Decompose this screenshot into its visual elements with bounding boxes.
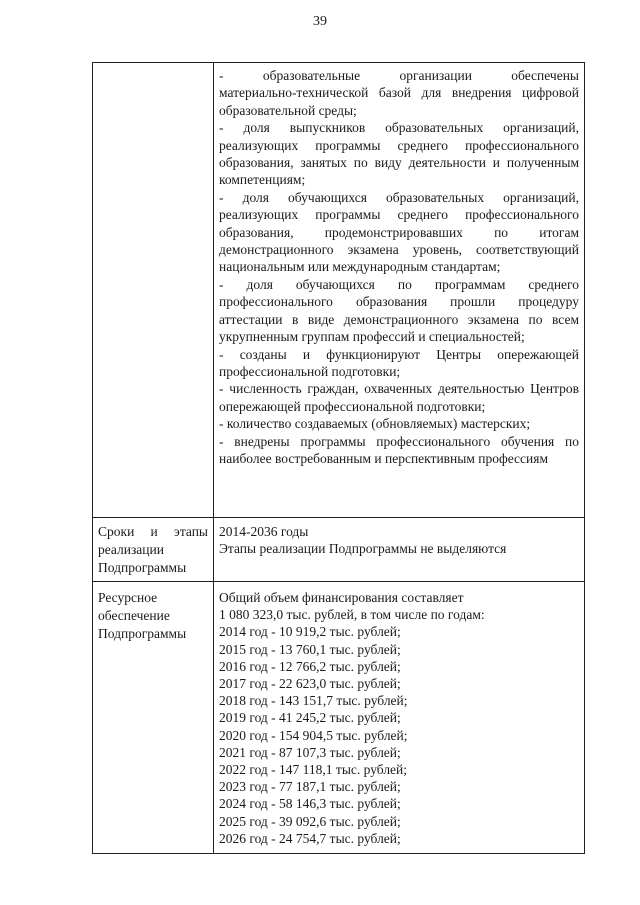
funding-year-item: 2019 год - 41 245,2 тыс. рублей; [219,710,401,726]
funding-year-item: 2016 год - 12 766,2 тыс. рублей; [219,658,401,674]
timeline-cell [214,518,585,582]
indicator-item: - доля выпускников образовательных организаций, реализующих программы среднего профессионального образования, занятых по виду деятельности и полученным компетенциям; [219,120,579,188]
funding-label: Ресурсное обеспечение Подпрограммы [93,582,214,854]
indicators-row [93,63,585,518]
funding-year-item: 2024 год - 58 146,3 тыс. рублей; [219,796,401,812]
funding-year-item: 2023 год - 77 187,1 тыс. рублей; [219,779,401,795]
indicator-item: - численность граждан, охваченных деятельностью Центров опережающей профессиональной подготовки; [219,381,579,414]
timeline-years: 2014-2036 годы [219,524,309,539]
timeline-row [93,518,585,582]
funding-year-item: 2014 год - 10 919,2 тыс. рублей; [219,624,401,640]
indicator-item: - количество создаваемых (обновляемых) мастерских; [219,416,531,432]
indicator-item: - образовательные организации обеспечены материально-технической базой для внедрения цифровой образовательной среды; [219,68,579,118]
funding-year-item: 2025 год - 39 092,6 тыс. рублей; [219,813,401,829]
funding-year-item: 2020 год - 154 904,5 тыс. рублей; [219,727,408,743]
indicator-item: - доля обучающихся по программам среднего профессионального образования прошли процедуру аттестации в виде демонстрационного экзамена по всем укрупненным группам профессий и специальностей; [219,276,579,345]
indicator-item: - созданы и функционируют Центры опережающей профессиональной подготовки; [219,346,579,379]
funding-year-item: 2026 год - 24 754,7 тыс. рублей; [219,830,401,846]
funding-total-line2: 1 080 323,0 тыс. рублей, в том числе по годам: [219,607,485,623]
funding-year-item: 2022 год - 147 118,1 тыс. рублей; [219,762,408,778]
timeline-label: Сроки и этапы реализации Подпрограммы [93,518,214,582]
funding-year-item: 2018 год - 143 151,7 тыс. рублей; [219,693,408,709]
funding-total-line1: Общий объем финансирования составляет [219,590,464,605]
funding-year-item: 2021 год - 87 107,3 тыс. рублей; [219,744,401,760]
indicators-list [219,67,579,467]
subprogram-passport-table [92,62,585,854]
funding-row [93,582,585,854]
page-number: 39 [313,14,327,29]
timeline-stages: Этапы реализации Подпрограммы не выделяются [219,541,507,556]
funding-year-item: 2015 год - 13 760,1 тыс. рублей; [219,641,401,657]
funding-year-item: 2017 год - 22 623,0 тыс. рублей; [219,676,401,692]
indicator-item: - внедрены программы профессионального обучения по наиболее востребованным и перспективным профессиям [219,433,579,466]
indicators-cell [214,63,585,518]
indicators-label-cell [93,63,214,518]
funding-cell [214,582,585,854]
indicator-item: - доля обучающихся образовательных организаций, реализующих программы среднего профессионального образования, продемонстрировавших по итогам демонстрационного экзамена уровень, соответствующий национальным или международным стандартам; [219,189,579,275]
